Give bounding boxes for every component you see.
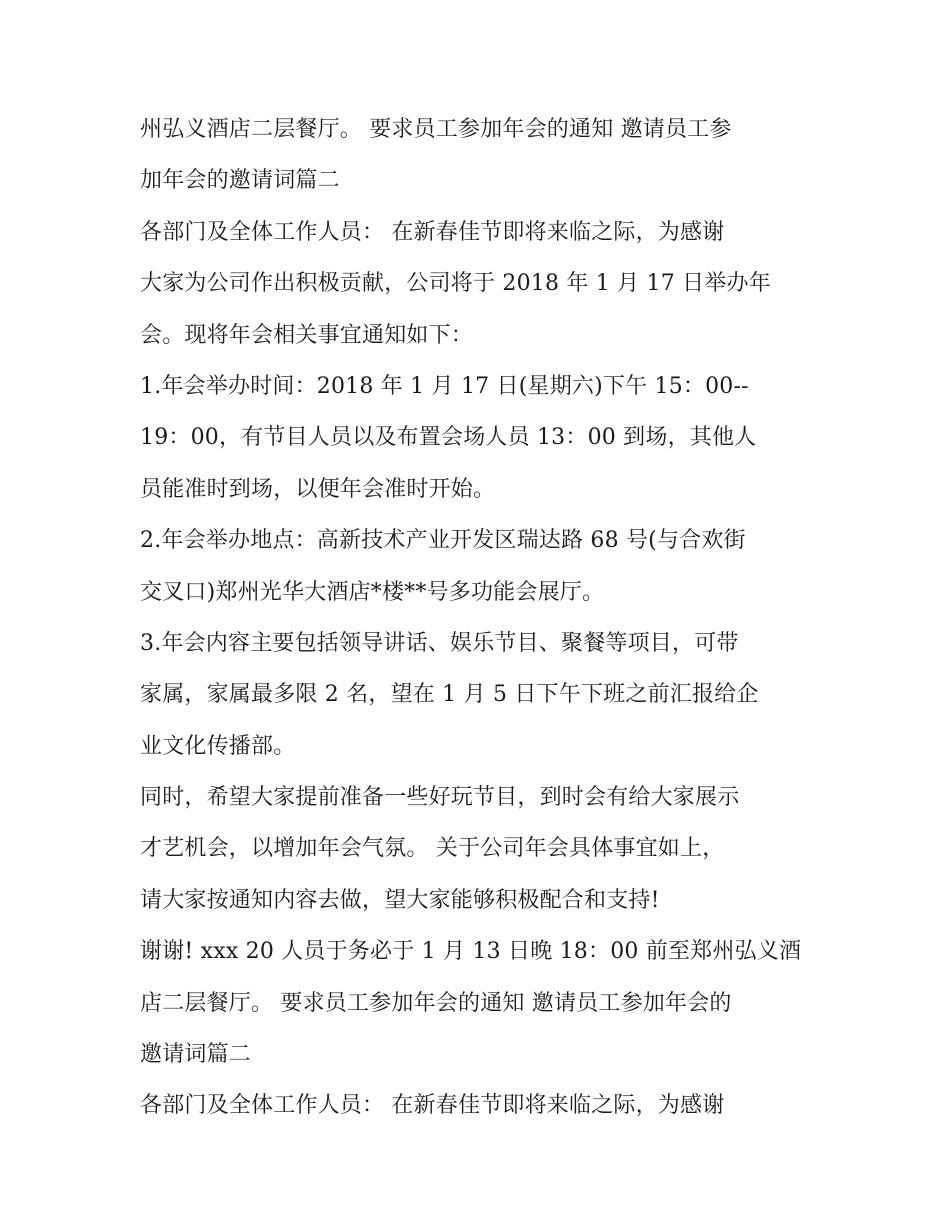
text-line: 会。现将年会相关事宜通知如下： [140, 322, 474, 348]
text-line: 业文化传播部。 [140, 733, 296, 759]
text-line: 各部门及全体工作人员： 在新春佳节即将来临之际，为感谢 [140, 219, 725, 245]
text-line: 1.年会举办时间：2018 年 1 月 17 日(星期六)下午 15：00-- [140, 373, 749, 399]
text-line: 邀请词篇二 [140, 1042, 252, 1068]
text-line: 2.年会举办地点：高新技术产业开发区瑞达路 68 号(与合欢街 [140, 528, 746, 554]
text-line: 才艺机会，以增加年会气氛。 关于公司年会具体事宜如上， [140, 836, 725, 862]
text-line: 谢谢! xxx 20 人员于务必于 1 月 13 日晚 18：00 前至郑州弘义酒 [140, 939, 802, 965]
text-line: 各部门及全体工作人员： 在新春佳节即将来临之际，为感谢 [140, 1093, 725, 1119]
text-line: 员能准时到场，以便年会准时开始。 [140, 476, 496, 502]
document-body [140, 104, 820, 1132]
text-line: 大家为公司作出积极贡献，公司将于 2018 年 1 月 17 日举办年 [140, 271, 771, 297]
text-line: 家属，家属最多限 2 名，望在 1 月 5 日下午下班之前汇报给企 [140, 682, 759, 708]
text-line: 同时，希望大家提前准备一些好玩节目，到时会有给大家展示 [140, 785, 740, 811]
text-line: 3.年会内容主要包括领导讲话、娱乐节目、聚餐等项目，可带 [140, 630, 739, 656]
text-line: 请大家按通知内容去做，望大家能够积极配合和支持! [140, 887, 660, 913]
text-line: 州弘义酒店二层餐厅。 要求员工参加年会的通知 邀请员工参 [140, 117, 732, 142]
text-line: 19：00，有节目人员以及布置会场人员 13：00 到场，其他人 [140, 425, 757, 451]
text-line: 加年会的邀请词篇二 [140, 168, 340, 194]
text-line: 店二层餐厅。 要求员工参加年会的通知 邀请员工参加年会的 [140, 990, 732, 1016]
text-line: 交叉口)郑州光华大酒店*楼**号多功能会展厅。 [140, 579, 605, 605]
